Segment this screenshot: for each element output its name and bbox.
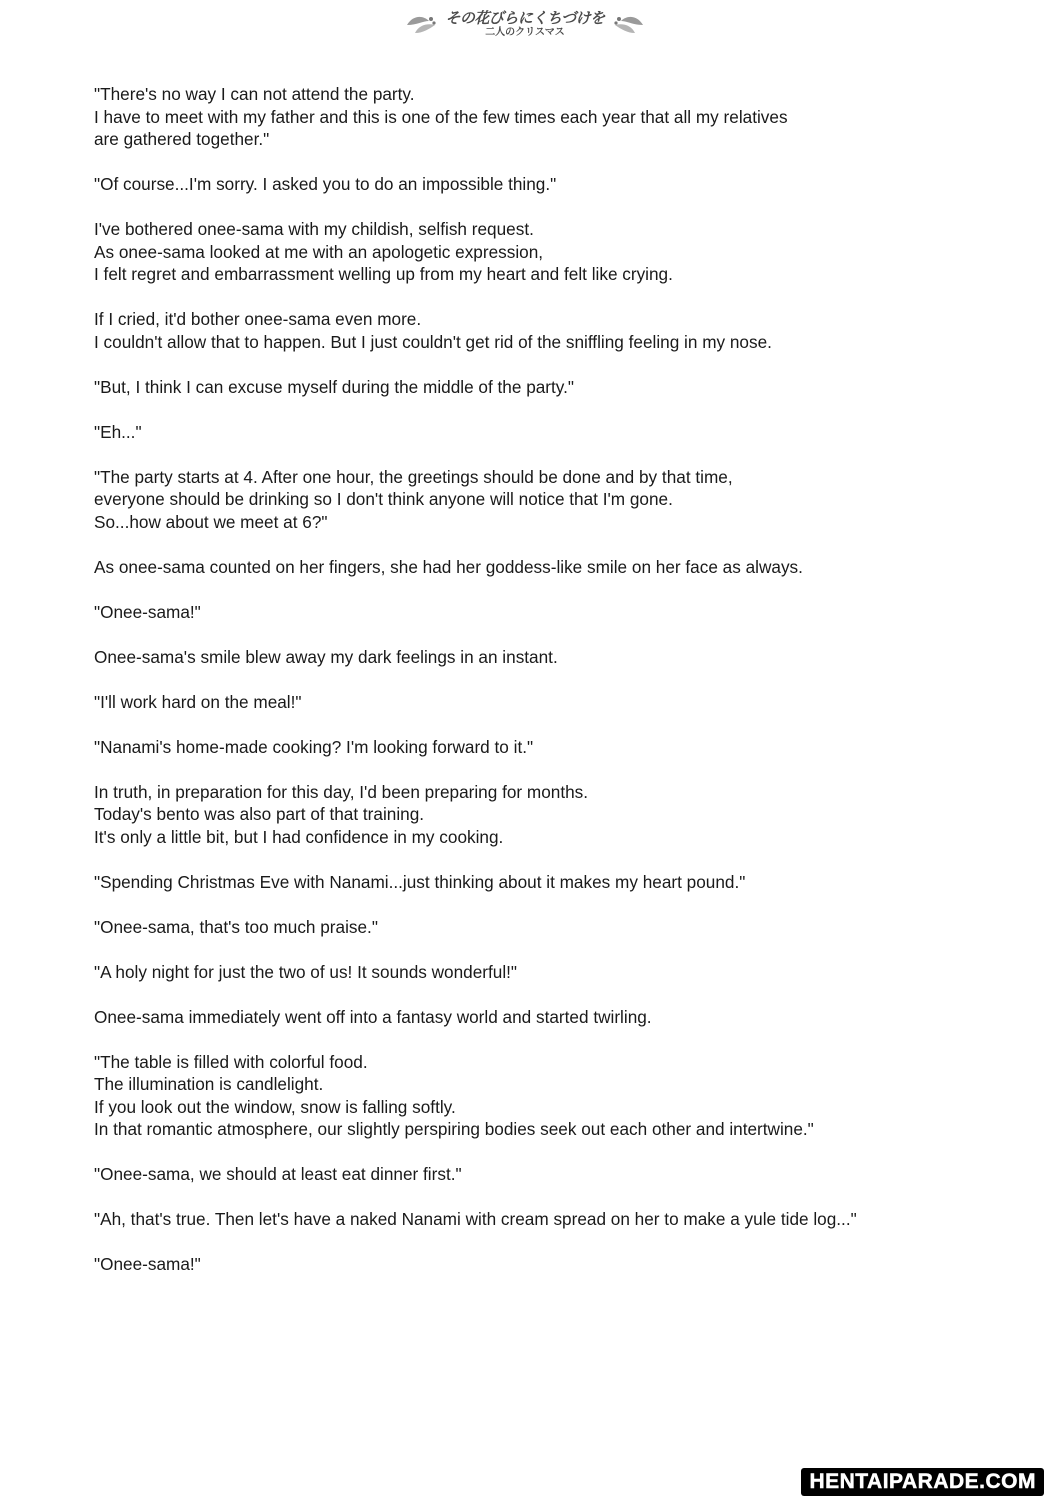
paragraph: [94, 218, 974, 286]
text-line: "There's no way I can not attend the party.: [94, 84, 415, 104]
text-line: Onee-sama immediately went off into a fantasy world and started twirling.: [94, 1006, 652, 1027]
paragraph: [94, 556, 974, 579]
header-text: [445, 8, 605, 38]
text-line: "Onee-sama, we should at least eat dinner first.": [94, 1164, 462, 1184]
paragraph: [94, 871, 974, 894]
paragraph: [94, 173, 974, 196]
paragraph: [94, 83, 974, 151]
text-line: So...how about we meet at 6?": [94, 511, 328, 532]
page-header: [0, 6, 1050, 42]
text-line: I felt regret and embarrassment welling up from my heart and felt like crying.: [94, 264, 673, 284]
text-line: "Onee-sama!": [94, 601, 201, 622]
text-line: "A holy night for just the two of us! It sounds wonderful!": [94, 961, 518, 982]
text-line: I've bothered onee-sama with my childish, selfish request.: [94, 219, 534, 239]
paragraph: [94, 376, 974, 399]
text-line: "Onee-sama!": [94, 1254, 201, 1274]
paragraph: [94, 1051, 974, 1141]
text-line: In that romantic atmosphere, our slightly perspiring bodies seek out each other and intertwine.": [94, 1119, 814, 1139]
text-line: Today's bento was also part of that training.: [94, 804, 425, 824]
text-line: I have to meet with my father and this is one of the few times each year that all my relatives: [94, 106, 788, 127]
text-line: "Of course...I'm sorry. I asked you to do an impossible thing.": [94, 174, 557, 194]
text-line: "But, I think I can excuse myself during the middle of the party.": [94, 376, 574, 397]
paragraph: [94, 781, 974, 849]
text-line: As onee-sama looked at me with an apologetic expression,: [94, 241, 544, 262]
header-title: その花びらにくちづけを: [445, 8, 605, 27]
watermark-text: HENTAIPARADE.COM: [809, 1470, 1036, 1493]
header-subtitle: 二人のクリスマス: [485, 26, 565, 38]
text-line: "Nanami's home-made cooking? I'm looking forward to it.": [94, 736, 534, 757]
text-line: "Onee-sama, that's too much praise.": [94, 916, 378, 937]
paragraph: [94, 308, 974, 353]
text-line: everyone should be drinking so I don't think anyone will notice that I'm gone.: [94, 489, 673, 509]
text-line: If I cried, it'd bother onee-sama even more.: [94, 309, 422, 329]
text-line: Onee-sama's smile blew away my dark feelings in an instant.: [94, 646, 558, 667]
paragraph: [94, 601, 974, 624]
paragraph: [94, 646, 974, 669]
text-line: In truth, in preparation for this day, I'd been preparing for months.: [94, 781, 589, 802]
paragraph: [94, 691, 974, 714]
paragraph: [94, 421, 974, 444]
leaf-ornament-right-icon: [611, 11, 645, 37]
text-line: I couldn't allow that to happen. But I just couldn't get rid of the sniffling feeling in my nose.: [94, 331, 772, 352]
site-watermark: [801, 1468, 1044, 1496]
paragraph: [94, 1006, 974, 1029]
paragraph: [94, 961, 974, 984]
paragraph: [94, 736, 974, 759]
paragraph: [94, 1163, 974, 1186]
paragraph: [94, 466, 974, 534]
text-line: "Ah, that's true. Then let's have a naked Nanami with cream spread on her to make a yule tide log...": [94, 1209, 857, 1229]
leaf-ornament-left-icon: [405, 11, 439, 37]
paragraph: [94, 916, 974, 939]
text-line: are gathered together.": [94, 129, 270, 149]
text-line: The illumination is candlelight.: [94, 1074, 324, 1094]
text-line: "Spending Christmas Eve with Nanami...just thinking about it makes my heart pound.": [94, 871, 746, 892]
text-line: "Eh...": [94, 421, 142, 442]
paragraph: [94, 1253, 974, 1276]
text-line: "The party starts at 4. After one hour, the greetings should be done and by that time,: [94, 466, 733, 487]
text-line: If you look out the window, snow is falling softly.: [94, 1096, 456, 1117]
text-line: It's only a little bit, but I had confidence in my cooking.: [94, 826, 504, 847]
paragraph: [94, 1208, 974, 1231]
text-line: "The table is filled with colorful food.: [94, 1051, 368, 1072]
text-line: As onee-sama counted on her fingers, she had her goddess-like smile on her face as always.: [94, 556, 803, 577]
story-text: [94, 83, 974, 1298]
text-line: "I'll work hard on the meal!": [94, 691, 302, 712]
